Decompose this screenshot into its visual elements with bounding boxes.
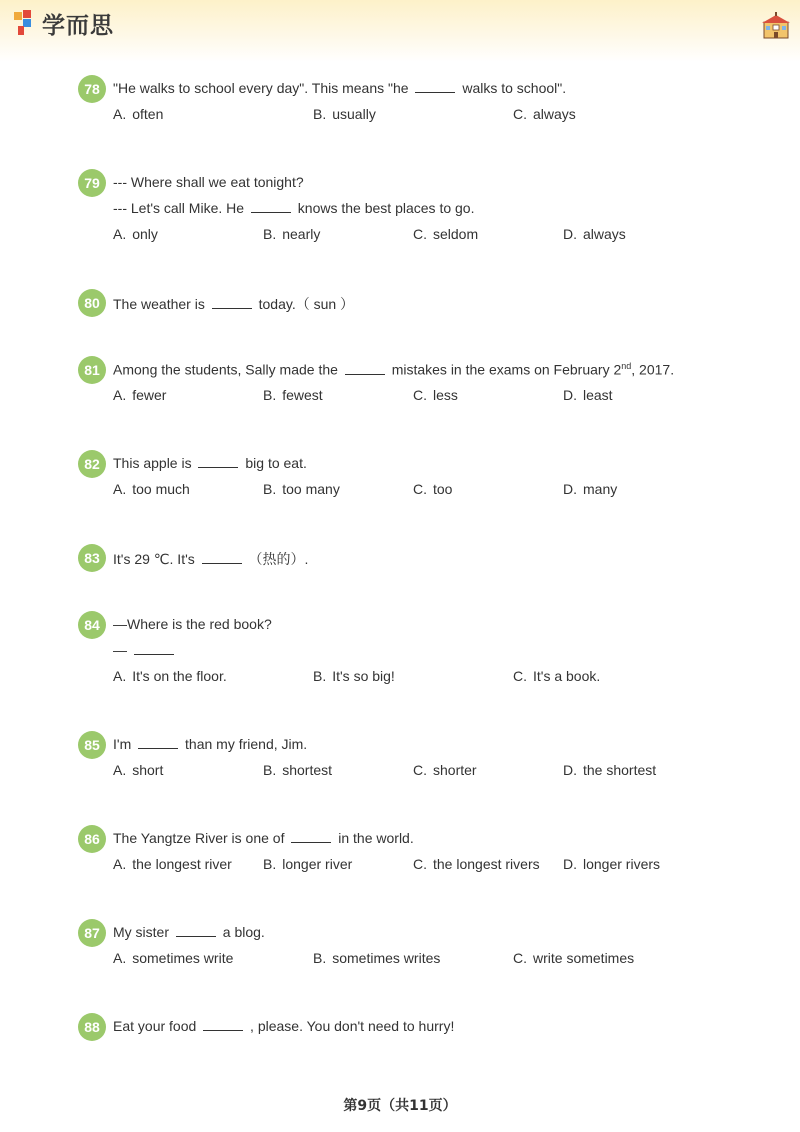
question-number-badge: 79 [78,169,106,197]
question-number-badge: 82 [78,450,106,478]
stem-text: I'm [113,736,136,752]
option-letter: D. [563,481,577,497]
option-text: too much [132,481,190,497]
option-text: It's so big! [332,668,395,684]
option-letter: C. [413,226,427,242]
option-text: often [132,106,164,122]
option-letter: A. [113,481,127,497]
stem-text: than my friend, Jim. [181,736,308,752]
option-text: shorter [433,762,477,778]
option-letter: D. [563,762,577,778]
question-number-badge: 86 [78,825,106,853]
option-text: usually [332,106,376,122]
question-stem [113,361,674,378]
stem-text: This apple is [113,455,196,471]
option-c[interactable] [513,668,600,684]
answer-options [113,226,733,246]
question-87 [78,920,778,966]
option-text: many [583,481,618,497]
option-c[interactable] [413,226,478,242]
option-text: longer river [282,856,353,872]
question-number-badge: 81 [78,356,106,384]
page-header [0,0,800,62]
question-stem [113,830,414,846]
answer-options [113,387,733,407]
option-d[interactable] [563,226,626,242]
option-d[interactable] [563,387,613,403]
stem-text: knows the best places to go. [293,200,475,216]
option-text: the longest river [132,856,232,872]
option-text: always [533,106,576,122]
option-letter: B. [263,387,277,403]
option-letter: B. [313,106,327,122]
stem-text: mistakes in the exams on February 2 [387,361,622,378]
stem-text: The Yangtze River is one of [113,830,289,846]
option-a[interactable] [113,668,227,684]
page-number: 第9页（共11页） [343,1098,457,1114]
option-text: short [132,762,164,778]
answer-options [113,481,733,501]
option-text: the shortest [583,762,657,778]
option-c[interactable] [413,856,540,872]
option-text: sometimes write [132,950,234,966]
answer-options [113,856,733,876]
stem-text: a blog. [218,924,265,940]
answer-blank [203,1018,243,1031]
question-78 [78,76,778,122]
option-d[interactable] [563,481,617,497]
question-stem-line2 [113,642,177,658]
question-number-badge: 87 [78,919,106,947]
question-stem-line2 [113,200,474,216]
question-84 [78,612,778,684]
answer-blank [198,455,238,468]
brand-logo-text: 学而思 [42,12,114,39]
answer-blank [134,642,174,655]
option-letter: C. [513,106,527,122]
option-b[interactable] [263,387,323,403]
option-text: longer rivers [583,856,661,872]
option-letter: C. [413,481,427,497]
stem-text: in the world. [334,830,414,846]
option-b[interactable] [263,856,352,872]
stem-text: big to eat. [241,455,307,471]
option-b[interactable] [313,668,395,684]
question-88 [78,1014,778,1040]
question-stem [113,549,308,569]
option-a[interactable] [113,387,166,403]
question-85 [78,732,778,778]
option-text: shortest [282,762,333,778]
option-a[interactable] [113,762,163,778]
stem-text: Among the students, Sally made the [113,361,342,378]
answer-options [113,950,733,970]
option-d[interactable] [563,762,656,778]
answer-blank [291,830,331,843]
option-letter: A. [113,950,127,966]
stem-text: My sister [113,924,173,940]
question-stem [113,80,566,96]
question-number-badge: 78 [78,75,106,103]
answer-blank [415,80,455,93]
question-stem [113,455,307,471]
option-letter: B. [263,481,277,497]
option-letter: D. [563,387,577,403]
question-stem: --- Where shall we eat tonight? [113,174,304,190]
option-b[interactable] [313,106,376,122]
option-c[interactable] [513,106,576,122]
answer-blank [202,551,242,564]
option-text: fewest [282,387,323,403]
option-text: write sometimes [533,950,635,966]
option-text: It's on the floor. [132,668,227,684]
option-text: too many [282,481,340,497]
option-text: less [433,387,458,403]
question-80 [78,290,778,316]
stem-text: , please. You don't need to hurry! [246,1018,455,1034]
question-number-badge: 84 [78,611,106,639]
question-79 [78,170,778,242]
answer-blank [212,296,252,309]
question-stem [113,1018,454,1034]
option-c[interactable] [413,481,452,497]
brand-mark-icon [12,8,38,38]
option-a[interactable] [113,106,163,122]
option-c[interactable] [413,387,458,403]
answer-blank [251,200,291,213]
option-letter: A. [113,856,127,872]
option-letter: A. [113,762,127,778]
option-letter: B. [263,762,277,778]
option-a[interactable] [113,950,233,966]
stem-text: today.（ sun ） [254,296,355,312]
option-letter: D. [563,226,577,242]
option-a[interactable] [113,481,190,497]
question-86 [78,826,778,872]
question-number-badge: 85 [78,731,106,759]
option-letter: A. [113,668,127,684]
option-b[interactable] [313,950,440,966]
question-stem [113,736,307,752]
stem-text: Eat your food [113,1018,201,1034]
option-b[interactable] [263,762,332,778]
question-82 [78,451,778,497]
option-text: too [433,481,453,497]
option-letter: B. [313,668,327,684]
option-c[interactable] [413,762,477,778]
question-stem [113,924,265,940]
option-letter: A. [113,387,127,403]
option-letter: D. [563,856,577,872]
question-number-badge: 83 [78,544,106,572]
option-letter: A. [113,106,127,122]
stem-text: The weather is [113,296,209,312]
option-letter: C. [413,762,427,778]
question-83 [78,545,778,571]
answer-blank [345,362,385,375]
question-number-badge: 80 [78,289,106,317]
option-letter: C. [413,856,427,872]
question-stem [113,294,354,314]
option-text: always [583,226,626,242]
option-letter: C. [413,387,427,403]
option-a[interactable] [113,226,158,242]
option-a[interactable] [113,856,232,872]
option-letter: C. [513,668,527,684]
option-letter: B. [313,950,327,966]
option-d[interactable] [563,856,660,872]
option-letter: B. [263,856,277,872]
option-letter: C. [513,950,527,966]
brand-logo [12,6,114,40]
option-c[interactable] [513,950,634,966]
stem-text: --- Let's call Mike. He [113,200,248,216]
stem-text: , 2017. [631,361,675,378]
answer-options [113,762,733,782]
option-text: only [132,226,158,242]
question-81 [78,357,778,403]
question-stem: —Where is the red book? [113,616,272,632]
option-text: the longest rivers [433,856,540,872]
stem-text: "He walks to school every day". This means "he [113,80,413,96]
stem-text: walks to school". [458,80,567,96]
stem-text: — [113,642,131,658]
option-b[interactable] [263,226,320,242]
option-b[interactable] [263,481,340,497]
answer-blank [138,736,178,749]
option-text: nearly [282,226,321,242]
option-text: least [583,387,613,403]
answer-options [113,106,733,126]
option-text: fewer [132,387,167,403]
answer-options [113,668,733,688]
option-letter: B. [263,226,277,242]
question-number-badge: 88 [78,1013,106,1041]
option-letter: A. [113,226,127,242]
option-text: It's a book. [533,668,601,684]
option-text: seldom [433,226,479,242]
answer-blank [176,924,216,937]
stem-text: （热的）. [244,551,309,567]
option-text: sometimes writes [332,950,441,966]
school-building-icon [762,12,790,40]
stem-text: It's 29 ℃. It's [113,551,199,567]
ordinal-suffix: nd [621,361,632,371]
